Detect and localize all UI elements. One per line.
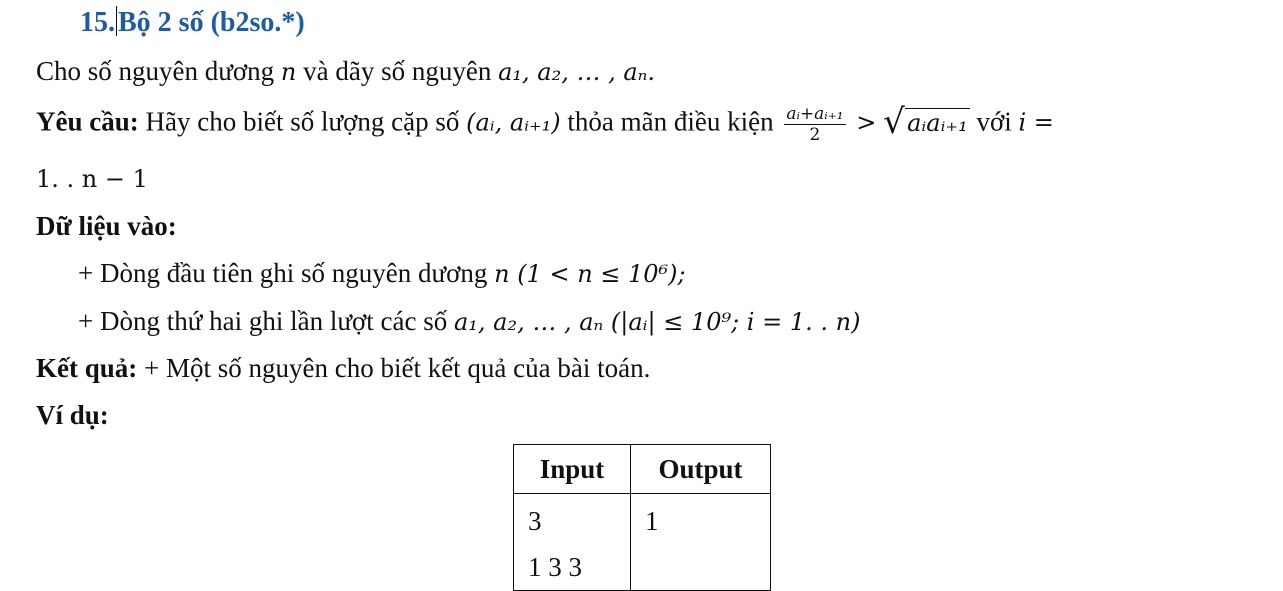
fraction-denominator: 2 bbox=[809, 125, 821, 145]
text-cursor bbox=[116, 6, 117, 36]
input-value-line-1: 3 bbox=[528, 506, 542, 536]
intro-n: n bbox=[280, 58, 297, 86]
table-header-row bbox=[514, 445, 771, 494]
sqrt-body: aᵢaᵢ₊₁ bbox=[907, 108, 968, 137]
result-line bbox=[36, 353, 650, 384]
sqrt-expression bbox=[883, 101, 970, 142]
output-header: Output bbox=[631, 445, 771, 494]
requirement-label: Yêu cầu: bbox=[36, 106, 139, 137]
problem-title-text: Bộ 2 số (b2so.*) bbox=[118, 7, 305, 38]
input-line-1 bbox=[78, 258, 686, 289]
problem-number: 15. bbox=[80, 7, 115, 38]
input-section-label bbox=[36, 211, 177, 242]
input-line-2 bbox=[78, 306, 860, 337]
mean-fraction bbox=[784, 104, 845, 145]
intro-line bbox=[36, 56, 655, 87]
example-label-line bbox=[36, 400, 109, 431]
input-header: Input bbox=[514, 445, 631, 494]
input-value-line-2: 1 3 3 bbox=[528, 552, 582, 582]
problem-title bbox=[80, 6, 305, 39]
pair-expression: (aᵢ, aᵢ₊₁) bbox=[466, 108, 561, 137]
example-label: Ví dụ: bbox=[36, 400, 109, 430]
index-range bbox=[36, 165, 148, 193]
radical-icon: √ bbox=[883, 101, 905, 142]
condition-text: thỏa mãn điều kiện bbox=[567, 106, 774, 137]
index-range-text: 1. . n − 1 bbox=[36, 165, 148, 193]
index-equals: i = bbox=[1018, 108, 1054, 137]
input-line-1-math: n (1 < n ≤ 10⁶); bbox=[494, 260, 686, 288]
table-row bbox=[514, 494, 771, 591]
greater-than-sign: > bbox=[856, 108, 877, 137]
intro-sequence: a₁, a₂, … , aₙ. bbox=[498, 58, 656, 86]
input-line-2-math: a₁, a₂, … , aₙ (|aᵢ| ≤ 10⁹; i = 1. . n) bbox=[453, 308, 861, 336]
input-line-1-text: + Dòng đầu tiên ghi số nguyên dương bbox=[78, 258, 488, 288]
fraction-numerator: aᵢ+aᵢ₊₁ bbox=[786, 104, 844, 124]
intro-text: Cho số nguyên dương bbox=[36, 56, 275, 86]
input-label: Dữ liệu vào: bbox=[36, 211, 177, 241]
input-cell bbox=[514, 494, 631, 591]
result-label: Kết quả: bbox=[36, 353, 138, 383]
result-text: + Một số nguyên cho biết kết quả của bài toán. bbox=[144, 353, 651, 383]
with-text: với bbox=[976, 106, 1012, 137]
input-line-2-text: + Dòng thứ hai ghi lần lượt các số bbox=[78, 306, 448, 336]
example-table bbox=[513, 444, 771, 591]
output-value-line-1: 1 bbox=[645, 506, 659, 536]
requirement-line bbox=[36, 101, 1054, 145]
output-cell bbox=[631, 494, 771, 591]
intro-mid: và dãy số nguyên bbox=[303, 56, 492, 86]
requirement-text: Hãy cho biết số lượng cặp số bbox=[145, 106, 460, 137]
